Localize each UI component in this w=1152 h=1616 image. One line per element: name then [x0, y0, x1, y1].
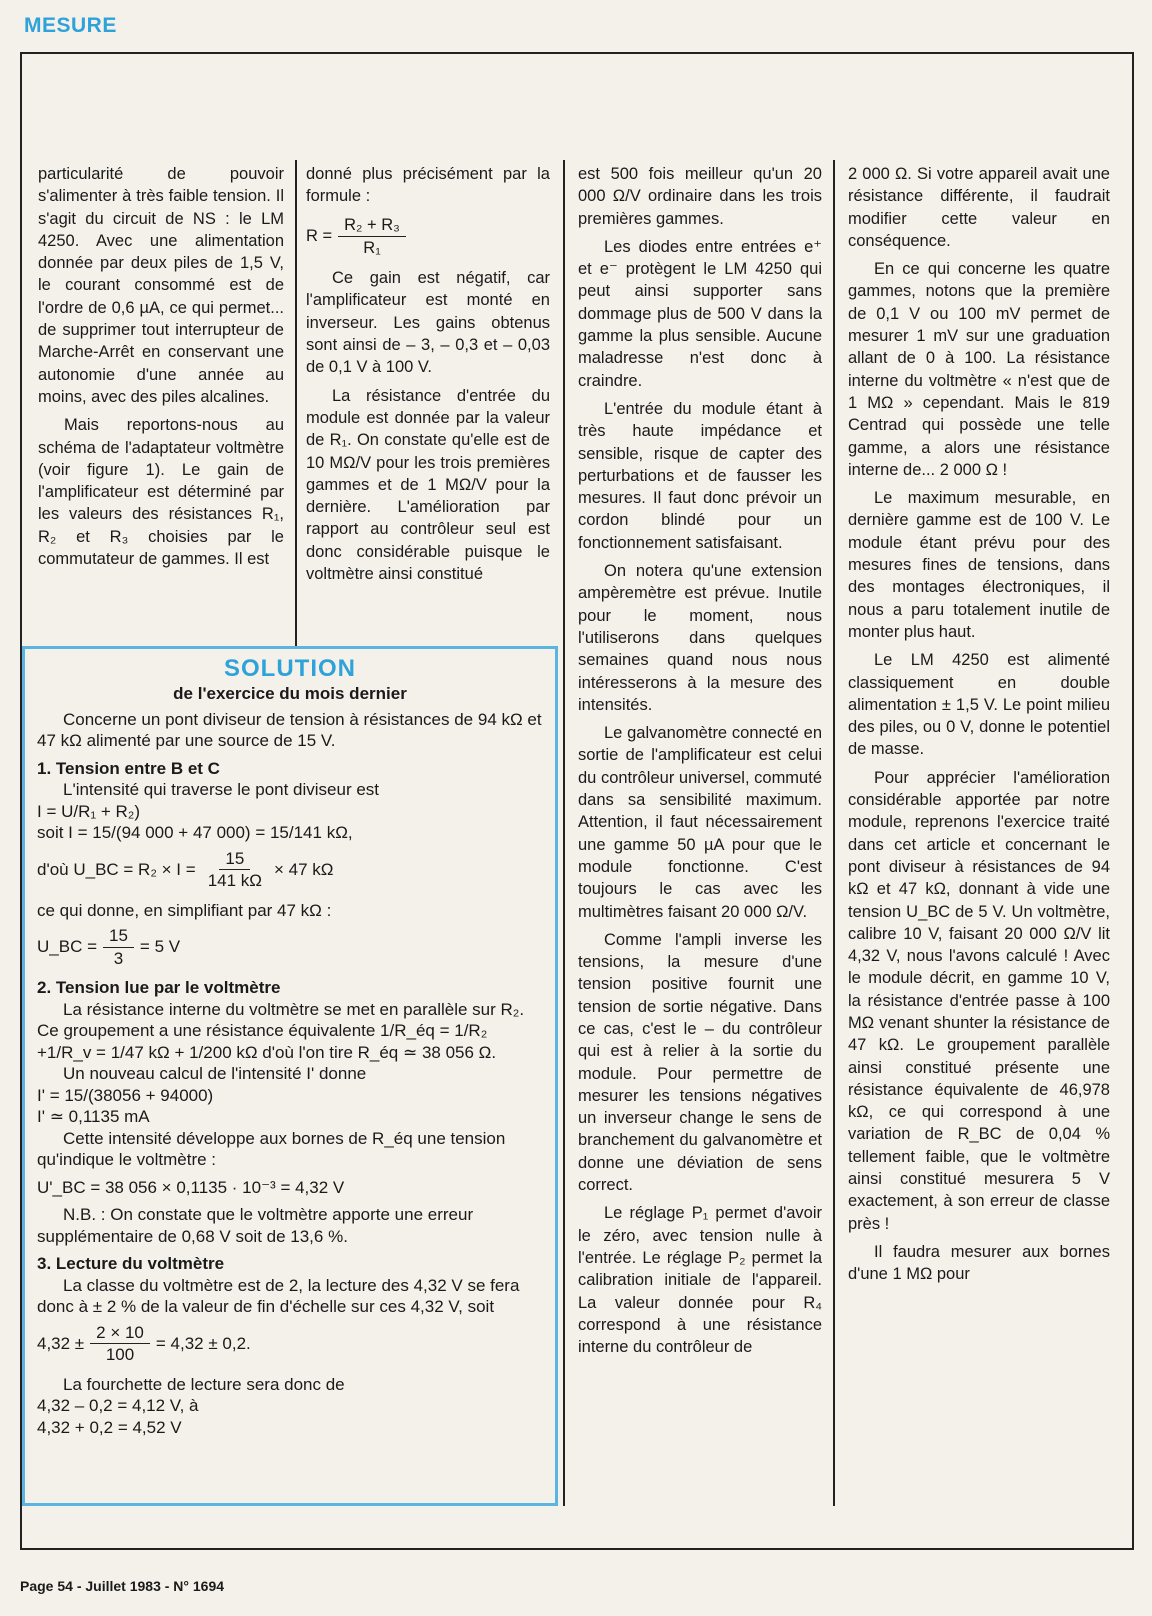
- ubc-formula-fraction: [202, 848, 268, 892]
- s2-line-3: I' = 15/(38056 + 94000): [37, 1085, 214, 1105]
- s1-line-4: ce qui donne, en simplifiant par 47 kΩ :: [37, 900, 332, 920]
- solution-heading-3: 3. Lecture du voltmètre: [37, 1254, 225, 1273]
- ubc-result-formula: [37, 925, 543, 969]
- solution-heading-2: 2. Tension lue par le voltmètre: [37, 978, 281, 997]
- s2-line-5: Cette intensité développe aux bornes de R_éq une tension qu'indique le voltmètre :: [37, 1128, 506, 1169]
- column-4: [848, 163, 1110, 1292]
- ubc-result-numerator: 15: [103, 925, 134, 948]
- col1-paragraph-2: Mais reportons-nous au schéma de l'adaptateur voltmètre (voir figure 1). Le gain de l'amplificateur est déterminé par les valeurs des résistances R₁, R₂ et R₃ choisies par le commutateur de gammes. Il est: [38, 416, 284, 569]
- s3-line-3: 4,32 – 0,2 = 4,12 V, à: [37, 1396, 199, 1415]
- section-label: MESURE: [24, 14, 117, 37]
- ubc-formula-rhs: × 47 kΩ: [273, 859, 334, 879]
- ubc-formula-lhs: d'où U_BC = R₂ × I =: [37, 859, 196, 879]
- col2-paragraph-3: La résistance d'entrée du module est donnée par la valeur de R₁. On constate qu'elle est de 10 MΩ/V pour les trois premières gammes et de 1 MΩ/V pour la dernière. L'amélioration par rapport au contrôleur seul est donc considérable puisque le voltmètre ainsi constitué: [306, 386, 550, 584]
- col1-paragraph-1: particularité de pouvoir s'alimenter à très faible tension. Il s'agit du circuit de NS : le LM 4250. Avec une alimentation donnée par deux piles de 1,5 V, le courant consommé est de l'ordre de 0,6 µA, ce qui permet... de supprimer tout interrupteur de Marche-Arrêt en conservant une autonomie d'une année au moins, avec des piles alcalines.: [38, 165, 284, 406]
- col2-paragraph-1: donné plus précisément par la formule :: [306, 165, 550, 206]
- column-rule-1: [295, 160, 297, 646]
- col2-paragraph-2: Ce gain est négatif, car l'amplificateur est monté en inverseur. Les gains obtenus sont ainsi de – 3, – 0,3 et – 0,03 de 0,1 V à 100 V.: [306, 269, 550, 377]
- ubc-result-rhs: = 5 V: [139, 937, 181, 957]
- reading-formula-fraction: [90, 1322, 150, 1366]
- col3-paragraph-7: Le réglage P₁ permet d'avoir le zéro, avec tension nulle à l'entrée. Le réglage P₂ permet la calibration initiale de l'appareil. La valeur donnée pour R₄ correspond à une résistance interne du contrôleur de: [578, 1204, 822, 1357]
- s2-line-2: Un nouveau calcul de l'intensité I' donne: [63, 1064, 367, 1083]
- page-footer: Page 54 - Juillet 1983 - N° 1694: [20, 1578, 225, 1594]
- column-1: [38, 163, 284, 576]
- s2-line-1: La résistance interne du voltmètre se met en parallèle sur R₂. Ce groupement a une résistance équivalente 1/R_éq = 1/R₂ +1/R_v = 1/47 kΩ + 1/200 kΩ d'où l'on tire R_éq ≃ 38 056 Ω.: [37, 999, 525, 1062]
- s2-line-6: U'_BC = 38 056 × 0,1135 · 10⁻³ = 4,32 V: [37, 1177, 345, 1197]
- s2-line-7: N.B. : On constate que le voltmètre apporte une erreur supplémentaire de 0,68 V soit de 13,6 %.: [37, 1205, 474, 1246]
- gain-formula: [306, 214, 550, 260]
- solution-heading-1: 1. Tension entre B et C: [37, 758, 220, 778]
- reading-formula-rhs: = 4,32 ± 0,2.: [155, 1333, 251, 1353]
- col4-paragraph-5: Pour apprécier l'amélioration considérable apportée par notre module, reprenons l'exercice traité dans cet article et concernant le pont diviseur à résistances de 94 kΩ et 47 kΩ, donnant à vide une tension U_BC de 5 V. Un voltmètre, calibre 10 V, faisant 20 000 Ω/V lit 4,32 V, nous l'avons calculé ! Avec le module décrit, en gamme 10 V, la résistance d'entrée passe à 100 MΩ venant shunter la résistance de 47 kΩ. Le groupement parallèle ainsi constitué présente une résistance équivalente de 46,978 kΩ, ce qui correspond à une variation de R_BC de 0,04 % tellement faible, que le voltmètre ainsi constitué mesurera 5 V exactement, à son erreur de classe près !: [848, 768, 1110, 1233]
- col4-paragraph-4: Le LM 4250 est alimenté classiquement en double alimentation ± 1,5 V. Le point milieu des piles, ou 0 V, donne le potentiel de masse.: [848, 651, 1110, 759]
- col3-paragraph-4: On notera qu'une extension ampèremètre est prévue. Inutile pour le moment, nous l'utiliserons dans quelques semaines quand nous nous intéresserons à la mesure des intensités.: [578, 562, 822, 714]
- solution-title: SOLUTION: [224, 655, 356, 682]
- s1-line-1: L'intensité qui traverse le pont diviseur est: [63, 780, 380, 799]
- s1-line-3: soit I = 15/(94 000 + 47 000) = 15/141 kΩ,: [37, 823, 353, 842]
- ubc-result-fraction: [103, 925, 134, 969]
- s3-line-2: La fourchette de lecture sera donc de: [63, 1374, 345, 1394]
- column-rule-2: [563, 160, 565, 1506]
- reading-formula-lhs: 4,32 ±: [37, 1333, 85, 1353]
- reading-formula-numerator: 2 × 10: [90, 1322, 150, 1345]
- s1-line-2: I = U/R₁ + R₂): [37, 801, 141, 821]
- solution-intro: Concerne un pont diviseur de tension à résistances de 94 kΩ et 47 kΩ alimenté par une source de 15 V.: [37, 709, 542, 750]
- col3-paragraph-6: Comme l'ampli inverse les tensions, la mesure d'une tension positive fournit une tension de sortie négative. Dans ce cas, c'est le – du contrôleur qui est à relier à la sortie du module. Pour permettre de mesurer les tensions négatives un inverseur change le sens de branchement du galvanomètre et donne une déviation de sens correct.: [578, 930, 822, 1195]
- s3-line-1: La classe du voltmètre est de 2, la lecture des 4,32 V se fera donc à ± 2 % de la valeur de fin d'échelle sur ces 4,32 V, soit: [37, 1275, 520, 1316]
- formula-fraction: [338, 214, 406, 260]
- col4-paragraph-6: Il faudra mesurer aux bornes d'une 1 MΩ pour: [848, 1242, 1110, 1284]
- reading-formula-denominator: 100: [105, 1345, 135, 1364]
- ubc-formula-numerator: 15: [219, 848, 250, 871]
- solution-box: [22, 646, 558, 1506]
- col3-paragraph-2: Les diodes entre entrées e⁺ et e⁻ protègent le LM 4250 qui peut ainsi supporter sans dommage plus de 500 V dans la gamme la plus sensible. Aucune maladresse n'est donc à craindre.: [578, 237, 822, 390]
- ubc-formula: [37, 848, 543, 892]
- col3-paragraph-5: Le galvanomètre connecté en sortie de l'amplificateur est celui du contrôleur universel, commuté dans sa sensibilité maximum. Attention, il faut nécessairement une gamme 50 µA pour que le module fonctionne. C'est toujours le cas avec les multimètres faisant 20 000 Ω/V.: [578, 724, 822, 921]
- column-rule-3: [833, 160, 835, 1506]
- s3-line-4: 4,32 + 0,2 = 4,52 V: [37, 1417, 182, 1437]
- col4-paragraph-3: Le maximum mesurable, en dernière gamme est de 100 V. Le module étant prévu pour des mesures fines de tensions, dans des montages électroniques, il nous a paru totalement inutile de monter plus haut.: [848, 489, 1110, 641]
- solution-subtitle: de l'exercice du mois dernier: [173, 684, 407, 703]
- formula-numerator: R₂ + R₃: [338, 214, 406, 237]
- ubc-formula-denominator: 141 kΩ: [207, 871, 262, 890]
- ubc-result-denominator: 3: [113, 948, 124, 968]
- col4-paragraph-1: 2 000 Ω. Si votre appareil avait une résistance différente, il faudrait modifier cette valeur en conséquence.: [848, 165, 1110, 250]
- col3-paragraph-1: est 500 fois meilleur qu'un 20 000 Ω/V ordinaire dans les trois premières gammes.: [578, 165, 822, 228]
- column-3: [578, 163, 822, 1364]
- column-2: [306, 163, 550, 591]
- formula-lhs: R =: [306, 227, 333, 246]
- s2-line-4: I' ≃ 0,1135 mA: [37, 1107, 150, 1126]
- ubc-result-lhs: U_BC =: [37, 937, 97, 957]
- formula-denominator: R₁: [363, 238, 381, 257]
- col3-paragraph-3: L'entrée du module étant à très haute impédance et sensible, risque de capter des perturbations et de fausser les mesures. Il faut donc prévoir un cordon blindé pour un fonctionnement satisfaisant.: [578, 399, 822, 552]
- reading-formula: [37, 1322, 543, 1366]
- col4-paragraph-2: En ce qui concerne les quatre gammes, notons que la première de 0,1 V ou 100 mV permet de mesurer 1 mV sur une graduation allant de 0 à 100. La résistance interne du voltmètre « n'est que de 1 MΩ » cependant. Mais le 819 Centrad qui possède une telle gamme, a alors une résistance interne de... 2 000 Ω !: [848, 260, 1110, 479]
